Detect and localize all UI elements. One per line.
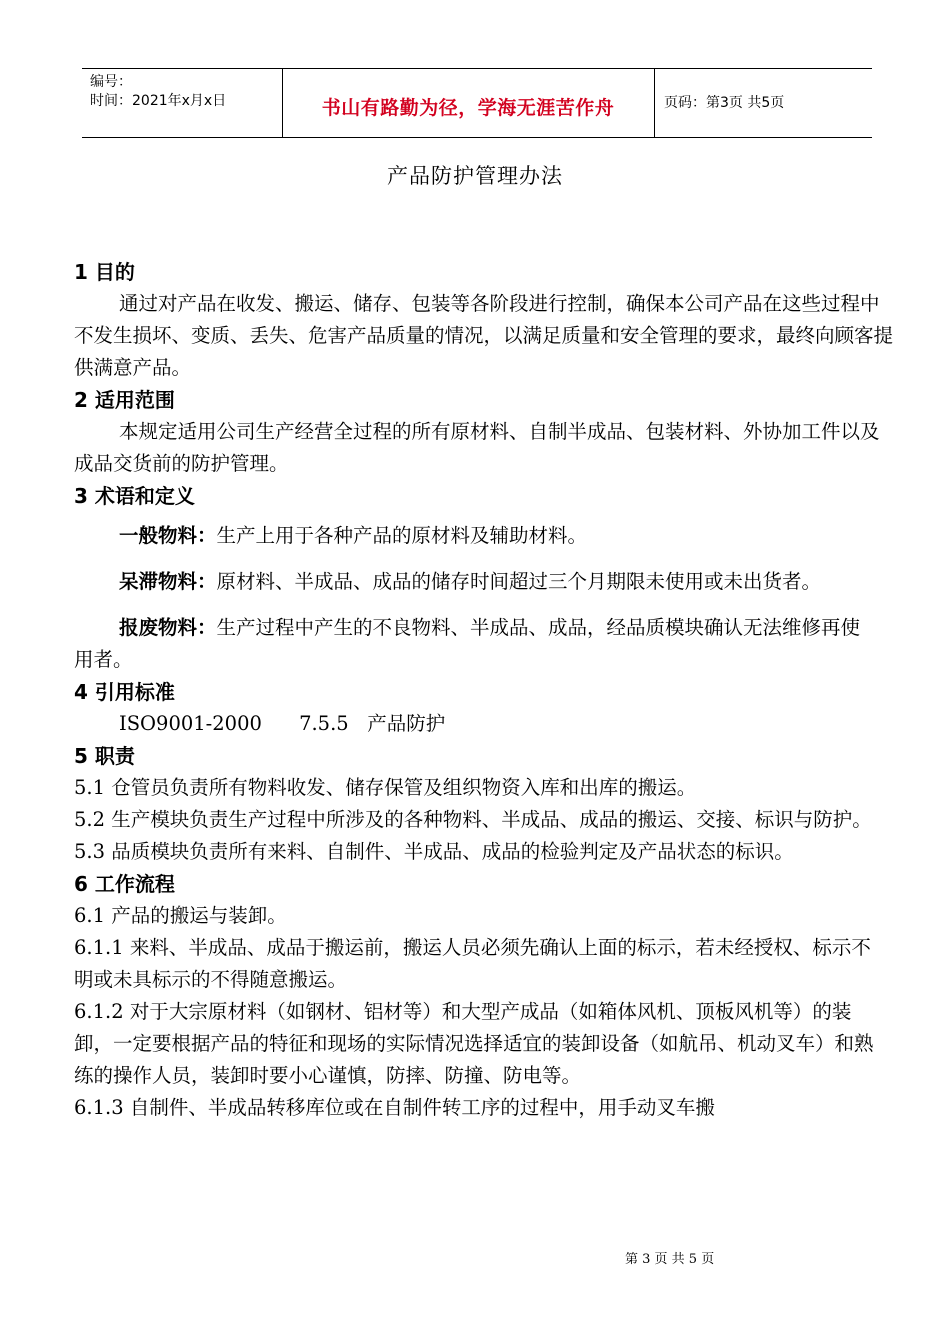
definition-text: 原材料、半成品、成品的储存时间超过三个月期限未使用或未出货者。 [216, 570, 822, 593]
document-title: 产品防护管理办法 [387, 164, 563, 188]
definition-item [74, 566, 894, 598]
section-heading: 2 适用范围 [74, 388, 175, 412]
paragraph: 6.1 产品的搬运与装卸。 [74, 904, 287, 927]
header-page-cell [654, 69, 872, 137]
header-page-number: 页码：第3页 共5页 [664, 95, 785, 111]
section-heading: 4 引用标准 [74, 680, 175, 704]
section-heading: 5 职责 [74, 744, 135, 768]
document-time-label: 时间：2021年x月x日 [90, 93, 227, 109]
header-info-cell [82, 69, 283, 137]
paragraph: 5.1 仓管员负责所有物料收发、储存保管及组织物资入库和出库的搬运。 [74, 776, 697, 799]
section-heading: 1 目的 [74, 260, 135, 284]
definition-text: 生产上用于各种产品的原材料及辅助材料。 [216, 524, 588, 547]
definition-term: 报废物料： [119, 616, 217, 639]
definition-item [74, 520, 894, 552]
document-number-label: 编号： [90, 74, 132, 90]
definition-text: 生产过程中产生的不良物料、半成品、成品，经品质模块确认无法维修再使用者。 [74, 616, 861, 671]
footer-page-number: 第 3 页 共 5 页 [625, 1252, 715, 1267]
definition-term: 呆滞物料： [119, 570, 217, 593]
page-header [82, 68, 872, 138]
paragraph: 6.1.3 自制件、半成品转移库位或在自制件转工序的过程中，用手动叉车搬 [74, 1096, 715, 1119]
header-motto-cell [282, 69, 655, 137]
paragraph: 5.2 生产模块负责生产过程中所涉及的各种物料、半成品、成品的搬运、交接、标识与防护。 [74, 808, 872, 831]
paragraph: 5.3 品质模块负责所有来料、自制件、半成品、成品的检验判定及产品状态的标识。 [74, 840, 794, 863]
definition-term: 一般物料： [119, 524, 217, 547]
paragraph: 通过对产品在收发、搬运、储存、包装等各阶段进行控制，确保本公司产品在这些过程中不发生损坏、变质、丢失、危害产品质量的情况，以满足质量和安全管理的要求，最终向顾客提供满意产品。 [74, 292, 894, 379]
paragraph: 6.1.2 对于大宗原材料（如钢材、铝材等）和大型产成品（如箱体风机、顶板风机等）的装卸，一定要根据产品的特征和现场的实际情况选择适宜的装卸设备（如航吊、机动叉车）和熟练的操作人员，装卸时要小心谨慎，防摔、防撞、防电等。 [74, 1000, 874, 1087]
paragraph: 6.1.1 来料、半成品、成品于搬运前，搬运人员必须先确认上面的标示，若未经授权、标示不明或未具标示的不得随意搬运。 [74, 936, 871, 991]
paragraph: 本规定适用公司生产经营全过程的所有原材料、自制半成品、包装材料、外协加工件以及成品交货前的防护管理。 [74, 420, 880, 475]
document-body [74, 256, 894, 1124]
reference-standard: ISO9001-2000 7.5.5 产品防护 [119, 712, 446, 735]
section-heading: 6 工作流程 [74, 872, 175, 896]
header-motto: 书山有路勤为径，学海无涯苦作舟 [321, 97, 615, 119]
definition-item [74, 612, 894, 676]
section-heading: 3 术语和定义 [74, 484, 195, 508]
